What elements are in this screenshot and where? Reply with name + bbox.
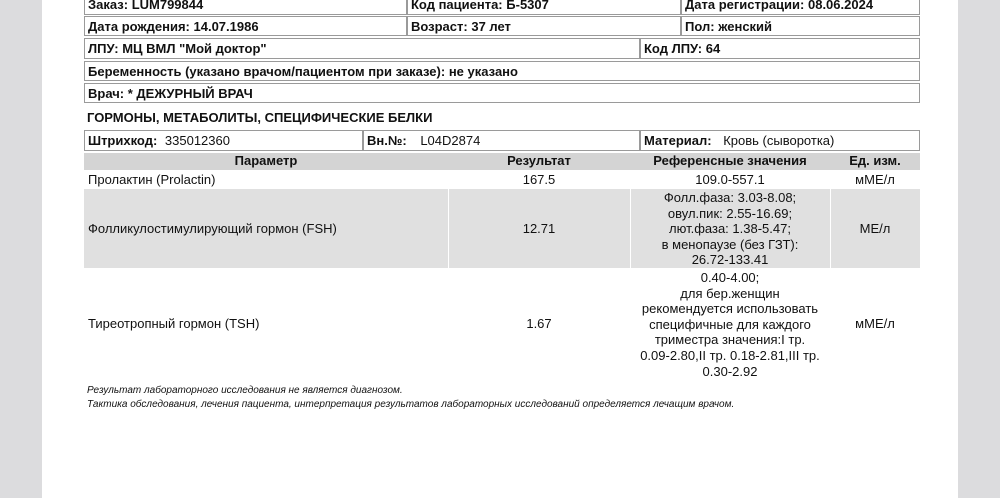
- internal-label: Вн.№:: [367, 133, 407, 148]
- lpu-field: [84, 38, 640, 59]
- row-reference: 0.40-4.00; для бер.женщин рекомендуется использовать специфичные для каждого триместра значения:I тр. 0.09-2.80,II тр. 0.18-2.81,III тр. 0.30-2.92: [640, 270, 820, 379]
- lpu-code-value: 64: [705, 41, 721, 56]
- table-row: [84, 189, 920, 268]
- order-field: [84, 0, 407, 15]
- doctor-field: [84, 83, 920, 103]
- birth-date-field: [84, 16, 407, 36]
- sex-value: женский: [718, 19, 773, 34]
- pregnancy-field: [84, 61, 920, 81]
- row-result: 1.67: [526, 316, 552, 331]
- material-value: Кровь (сыворотка): [723, 133, 835, 148]
- column-header-reference: Референсные значения: [653, 153, 807, 168]
- row-unit: мМЕ/л: [855, 172, 895, 187]
- table-row: [84, 269, 920, 381]
- pregnancy-label: Беременность (указано врачом/пациентом при заказе):: [88, 64, 446, 79]
- age-field: [407, 16, 681, 36]
- barcode-field: [84, 130, 363, 151]
- age-value: 37 лет: [471, 19, 511, 34]
- material-label: Материал:: [644, 133, 712, 148]
- doctor-label: Врач:: [88, 86, 125, 101]
- row-reference: Фолл.фаза: 3.03-8.08; овул.пик: 2.55-16.69; лют.фаза: 1.38-5.47; в менопаузе (без ГЗТ): 26.72-133.41: [661, 190, 799, 268]
- column-header-unit: Ед. изм.: [849, 153, 901, 168]
- row-parameter: Пролактин (Prolactin): [88, 172, 216, 187]
- order-label: Заказ:: [88, 0, 129, 12]
- sex-label: Пол:: [685, 19, 715, 34]
- age-label: Возраст:: [411, 19, 468, 34]
- lpu-code-field: [640, 38, 920, 59]
- disclaimer-note: Тактика обследования, лечения пациента, интерпретация результатов лабораторных исследований определяется лечащим врачом.: [87, 399, 735, 410]
- disclaimer-note: Результат лабораторного исследования не является диагнозом.: [87, 385, 403, 396]
- internal-value: L04D2874: [420, 133, 481, 148]
- internal-number-field: [363, 130, 640, 151]
- pregnancy-value: не указано: [448, 64, 518, 79]
- barcode-value: 335012360: [164, 133, 230, 148]
- lpu-value: МЦ ВМЛ "Мой доктор": [122, 41, 267, 56]
- registration-date-field: [681, 0, 920, 15]
- patient-code-field: [407, 0, 681, 15]
- column-header-parameter: Параметр: [234, 153, 298, 168]
- row-parameter: Тиреотропный гормон (TSH): [88, 316, 260, 331]
- row-unit: МЕ/л: [859, 221, 891, 236]
- row-result: 167.5: [522, 172, 556, 187]
- lpu-label: ЛПУ:: [88, 41, 119, 56]
- sex-field: [681, 16, 920, 36]
- lab-report-page: [42, 0, 958, 498]
- barcode-label: Штрихкод:: [88, 133, 158, 148]
- row-result: 12.71: [522, 221, 556, 236]
- birth-label: Дата рождения:: [88, 19, 190, 34]
- patient-code-value: Б-5307: [506, 0, 549, 12]
- doctor-value: * ДЕЖУРНЫЙ ВРАЧ: [127, 86, 253, 101]
- row-parameter: Фолликулостимулирующий гормон (FSH): [88, 221, 337, 236]
- lpu-code-label: Код ЛПУ:: [644, 41, 703, 56]
- registration-label: Дата регистрации:: [685, 0, 805, 12]
- row-unit: мМЕ/л: [855, 316, 895, 331]
- table-row: [84, 171, 920, 188]
- column-header-result: Результат: [507, 153, 571, 168]
- registration-value: 08.06.2024: [807, 0, 874, 12]
- section-title: ГОРМОНЫ, МЕТАБОЛИТЫ, СПЕЦИФИЧЕСКИЕ БЕЛКИ: [87, 110, 433, 125]
- patient-code-label: Код пациента:: [411, 0, 503, 12]
- birth-value: 14.07.1986: [193, 19, 259, 34]
- order-value: LUM799844: [131, 0, 204, 12]
- material-field: [640, 130, 920, 151]
- row-reference: 109.0-557.1: [695, 172, 765, 187]
